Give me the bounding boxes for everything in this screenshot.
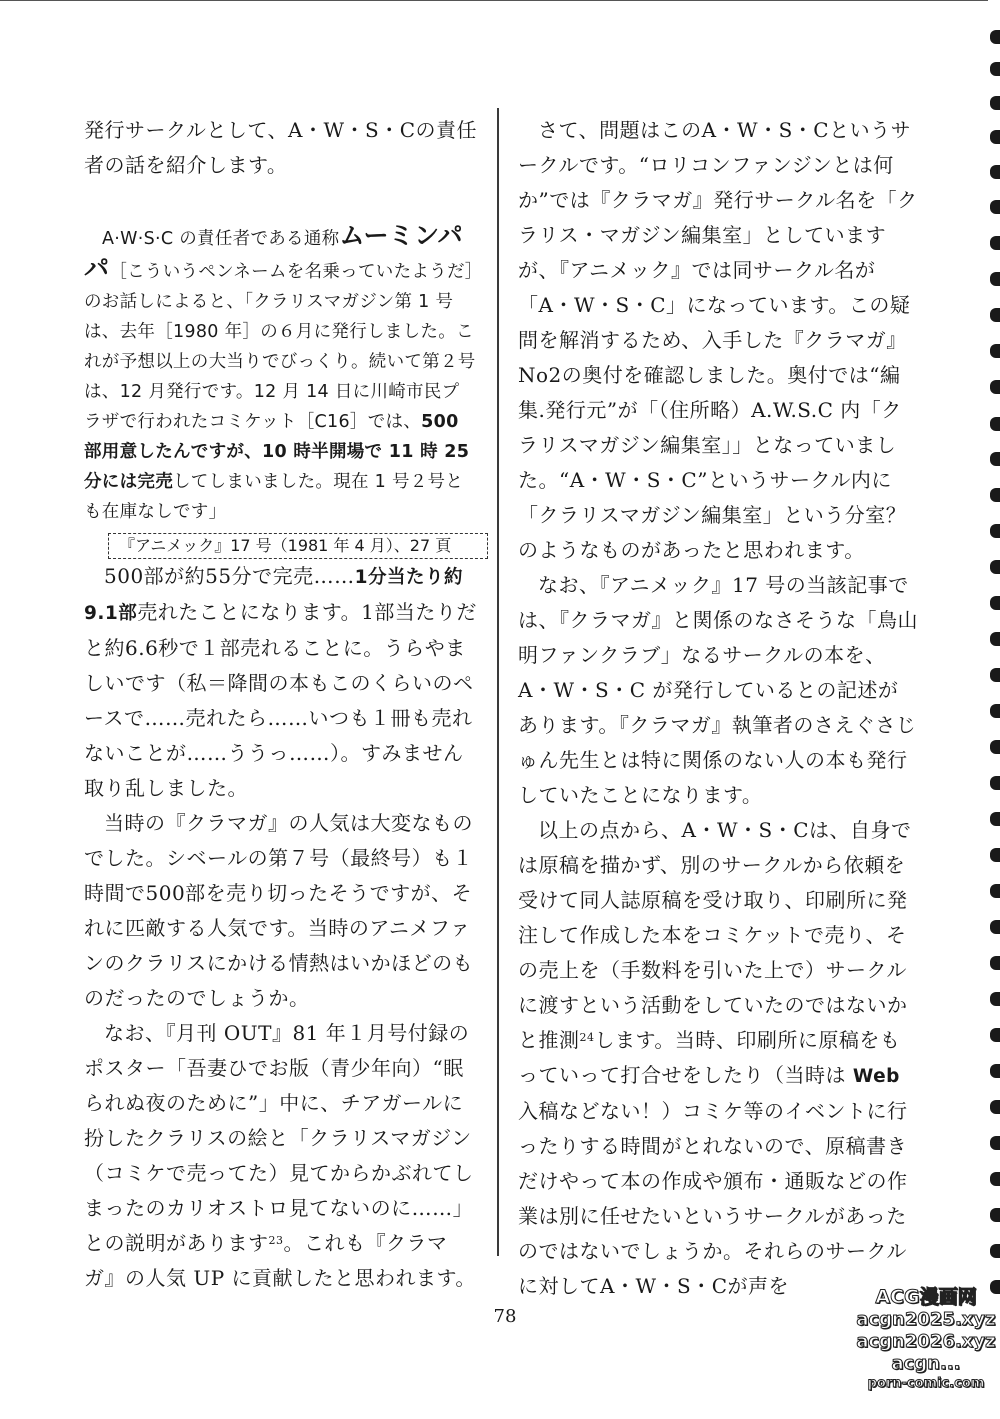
right-column: [518, 113, 927, 1304]
page-number: 78: [493, 1306, 517, 1327]
conclusion-mid: します。当時、印刷所に原稿をもっていって打合せをしたり（当時は: [518, 1028, 901, 1087]
sales-pre: 500部が約55分で完売……: [104, 564, 355, 588]
quote-name: ムーミンパパ: [84, 221, 463, 283]
watermark-line: acgn2025.xyz: [856, 1309, 996, 1330]
column-divider: [497, 108, 499, 1256]
conclusion-post: 入稿などない！）コミケ等のイベントに行ったりする時間がとれないので、原稿書きだけやって本の作成や頒布・通販などの作業は別に任せたいというサークルがあったのではないでしょうか。それらのサークルに対してA・W・S・Cが声を: [518, 1099, 908, 1298]
quote-pre: A·W·S·C の責任者である通称: [102, 229, 340, 249]
spiral-binding-marks: [984, 0, 1000, 1419]
watermark-line: porn-comic.com: [867, 1376, 985, 1391]
poster-post: 。これも『クラマガ』の人気 UP に貢献したと思われます。: [84, 1231, 476, 1290]
top-edge-line: [0, 0, 988, 1]
quote-bold: 500 部用意したんですが、10 時半開場で 11 時 25 分には完売: [84, 412, 470, 492]
conclusion-bold: Web: [852, 1066, 900, 1087]
watermark-line: acgn...: [891, 1353, 961, 1374]
poster-paragraph: [84, 1016, 478, 1296]
sales-bold: 1分当たり約9.1部: [84, 567, 463, 624]
circle-paragraph: さて、問題はこのA・W・S・Cというサークルです。“ロリコンファンジンとは何か”では『クラマガ』発行サークル名を「クラリス・マガジン編集室」としていますが、『アニメック』では同サークル名が「A・W・S・C」になっています。この疑問を解消するため、入手した『クラマガ』No2の奥付を確認しました。奥付では“編集.発行元”が「（住所略）A.W.S.C 内「クラリスマガジン編集室」」となっていました。“A・W・S・C”というサークル内に「クラリスマガジン編集室」という分室？ のようなものがあったと思われます。: [518, 118, 927, 562]
animec-paragraph: なお、『アニメック』17 号の当該記事では、『クラマガ』と関係のなさそうな「鳥山明ファンクラブ」なるサークルの本を、A・W・S・C が発行しているとの記述があります。『クラマガ』執筆者のさえぐさじゅん先生とは特に関係のない人の本も発行していたことになります。: [518, 573, 918, 807]
left-column: [84, 113, 478, 1296]
footnote-23: 23: [268, 1234, 284, 1247]
intro-paragraph: 発行サークルとして、A・W・S・Cの責任者の話を紹介します。: [84, 118, 478, 177]
quote-text: [84, 221, 476, 527]
sales-paragraph: [84, 559, 478, 806]
sales-post: 売れたことになります。1部当たりだと約6.6秒で１部売れることに。うらやましいです（私＝降間の本もこのくらいのペースで……売れたら……いつも１冊も売れないことが……ううっ……）。すみません取り乱しました。: [84, 600, 477, 800]
conclusion-pre: 以上の点から、A・W・S・Cは、自身では原稿を描かず、別のサークルから依頼を受けて同人誌原稿を受け取り、印刷所に発注して作成した本をコミケットで売り、その売上を（手数料を引いた上で）サークルに渡すという活動をしていたのではないかと推測: [518, 818, 912, 1052]
watermark-line: ACG漫画网: [875, 1286, 977, 1308]
conclusion-paragraph: [518, 813, 918, 1304]
quote-post: してしまいました。現在 1 号２号とも在庫なしです」: [84, 472, 464, 522]
watermark-line: acgn2026.xyz: [856, 1331, 996, 1352]
quote-mid: ［こういうペンネームを名乗っていたようだ］のお話しによると、「クラリスマガジン第 1 号は、去年［1980 年］の６月に発行しました。これが予想以上の大当りでびっくり。続いて第２号は、12 月発行です。12 月 14 日に川崎市民プラザで行われたコミケット［C16］では、: [84, 262, 476, 432]
footnote-24: 24: [579, 1031, 595, 1044]
watermark: [855, 1286, 997, 1394]
poster-pre: なお、『月刊 OUT』81 年１月号付録のポスター「吾妻ひでお版（青少年向）“眠られぬ夜のために”」中に、チアガールに扮したクラリスの絵と「クラリスマガジン（コミケで売ってた）見てからかぶれてしまったのカリオストロ見てないのに……」との説明があります: [84, 1021, 474, 1255]
interview-quote: [84, 221, 476, 559]
citation-box: 『アニメック』17 号（1981 年 4 月）、27 頁: [108, 533, 488, 559]
popularity-paragraph: 当時の『クラマガ』の人気は大変なものでした。シベールの第７号（最終号）も１時間で500部を売り切ったそうですが、それに匹敵する人気です。当時のアニメファンのクラリスにかける情熱はいかほどのものだったのでしょうか。: [84, 811, 474, 1010]
